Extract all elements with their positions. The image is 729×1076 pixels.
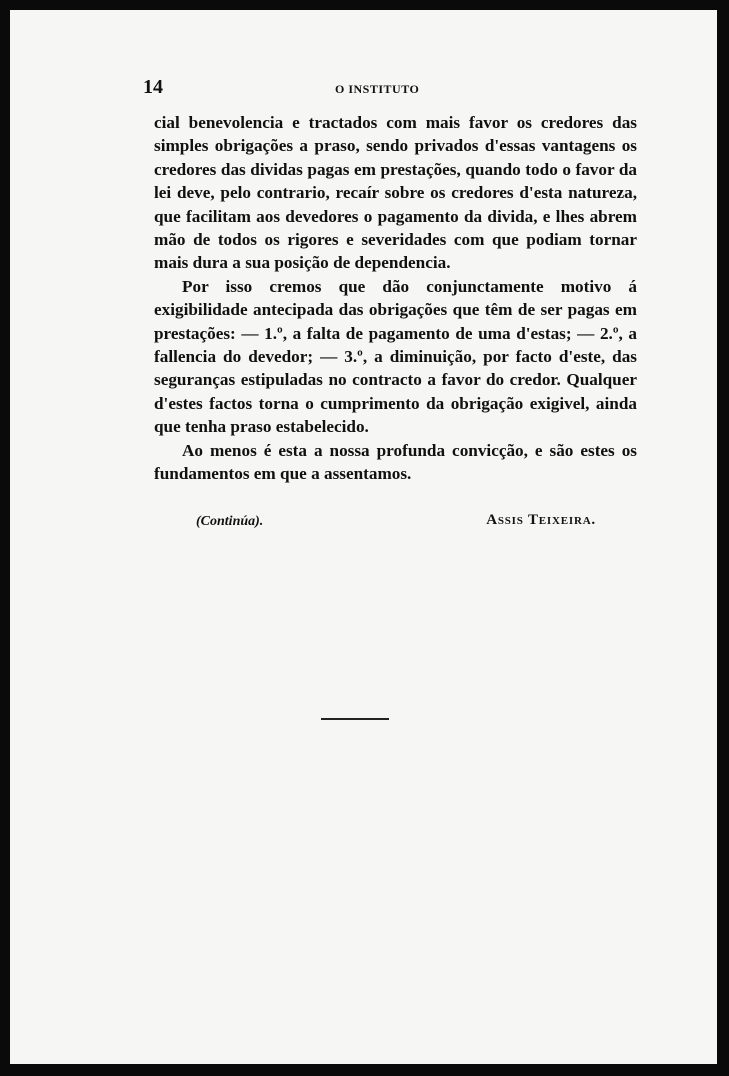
article-body [154,111,637,486]
page-number: 14 [143,76,163,98]
paragraph: Por isso cremos que dão conjunctamente motivo á exigibilidade antecipada das obrigações que têm de ser pagas em prestações: — 1.º, a falta de pagamento de uma d'estas; — 2.º, a fallencia do devedor; — 3.º, a diminuição, por facto d'este, das seguranças estipuladas no contracto a favor do credor. Qualquer d'estes factos torna o cumprimento da obrigação exigivel, ainda que tenha praso estabelecido. [154,276,637,437]
page-header [143,76,622,100]
author-signature: Assis Teixeira. [486,512,596,528]
paragraph: cial benevolencia e tractados com mais favor os credores das simples obrigações a praso, sendo privados d'essas vantagens os credores das dividas pagas em prestações, quando todo o favor da lei deve, pelo contrario, recaír sobre os credores d'esta natureza, que facilitam aos devedores o pagamento da divida, e lhes abrem mão de todos os rigores e severidades com que podiam tornar mais dura a sua posição de dependencia. [154,113,637,273]
article-closing [196,510,596,534]
section-divider [321,718,389,720]
running-head: O INSTITUTO [335,82,420,96]
paragraph: Ao menos é esta a nossa profunda convicção, e são estes os fundamentos em que a assentamos. [154,440,637,484]
document-page [10,10,717,1064]
continued-note: (Continúa). [196,514,264,529]
